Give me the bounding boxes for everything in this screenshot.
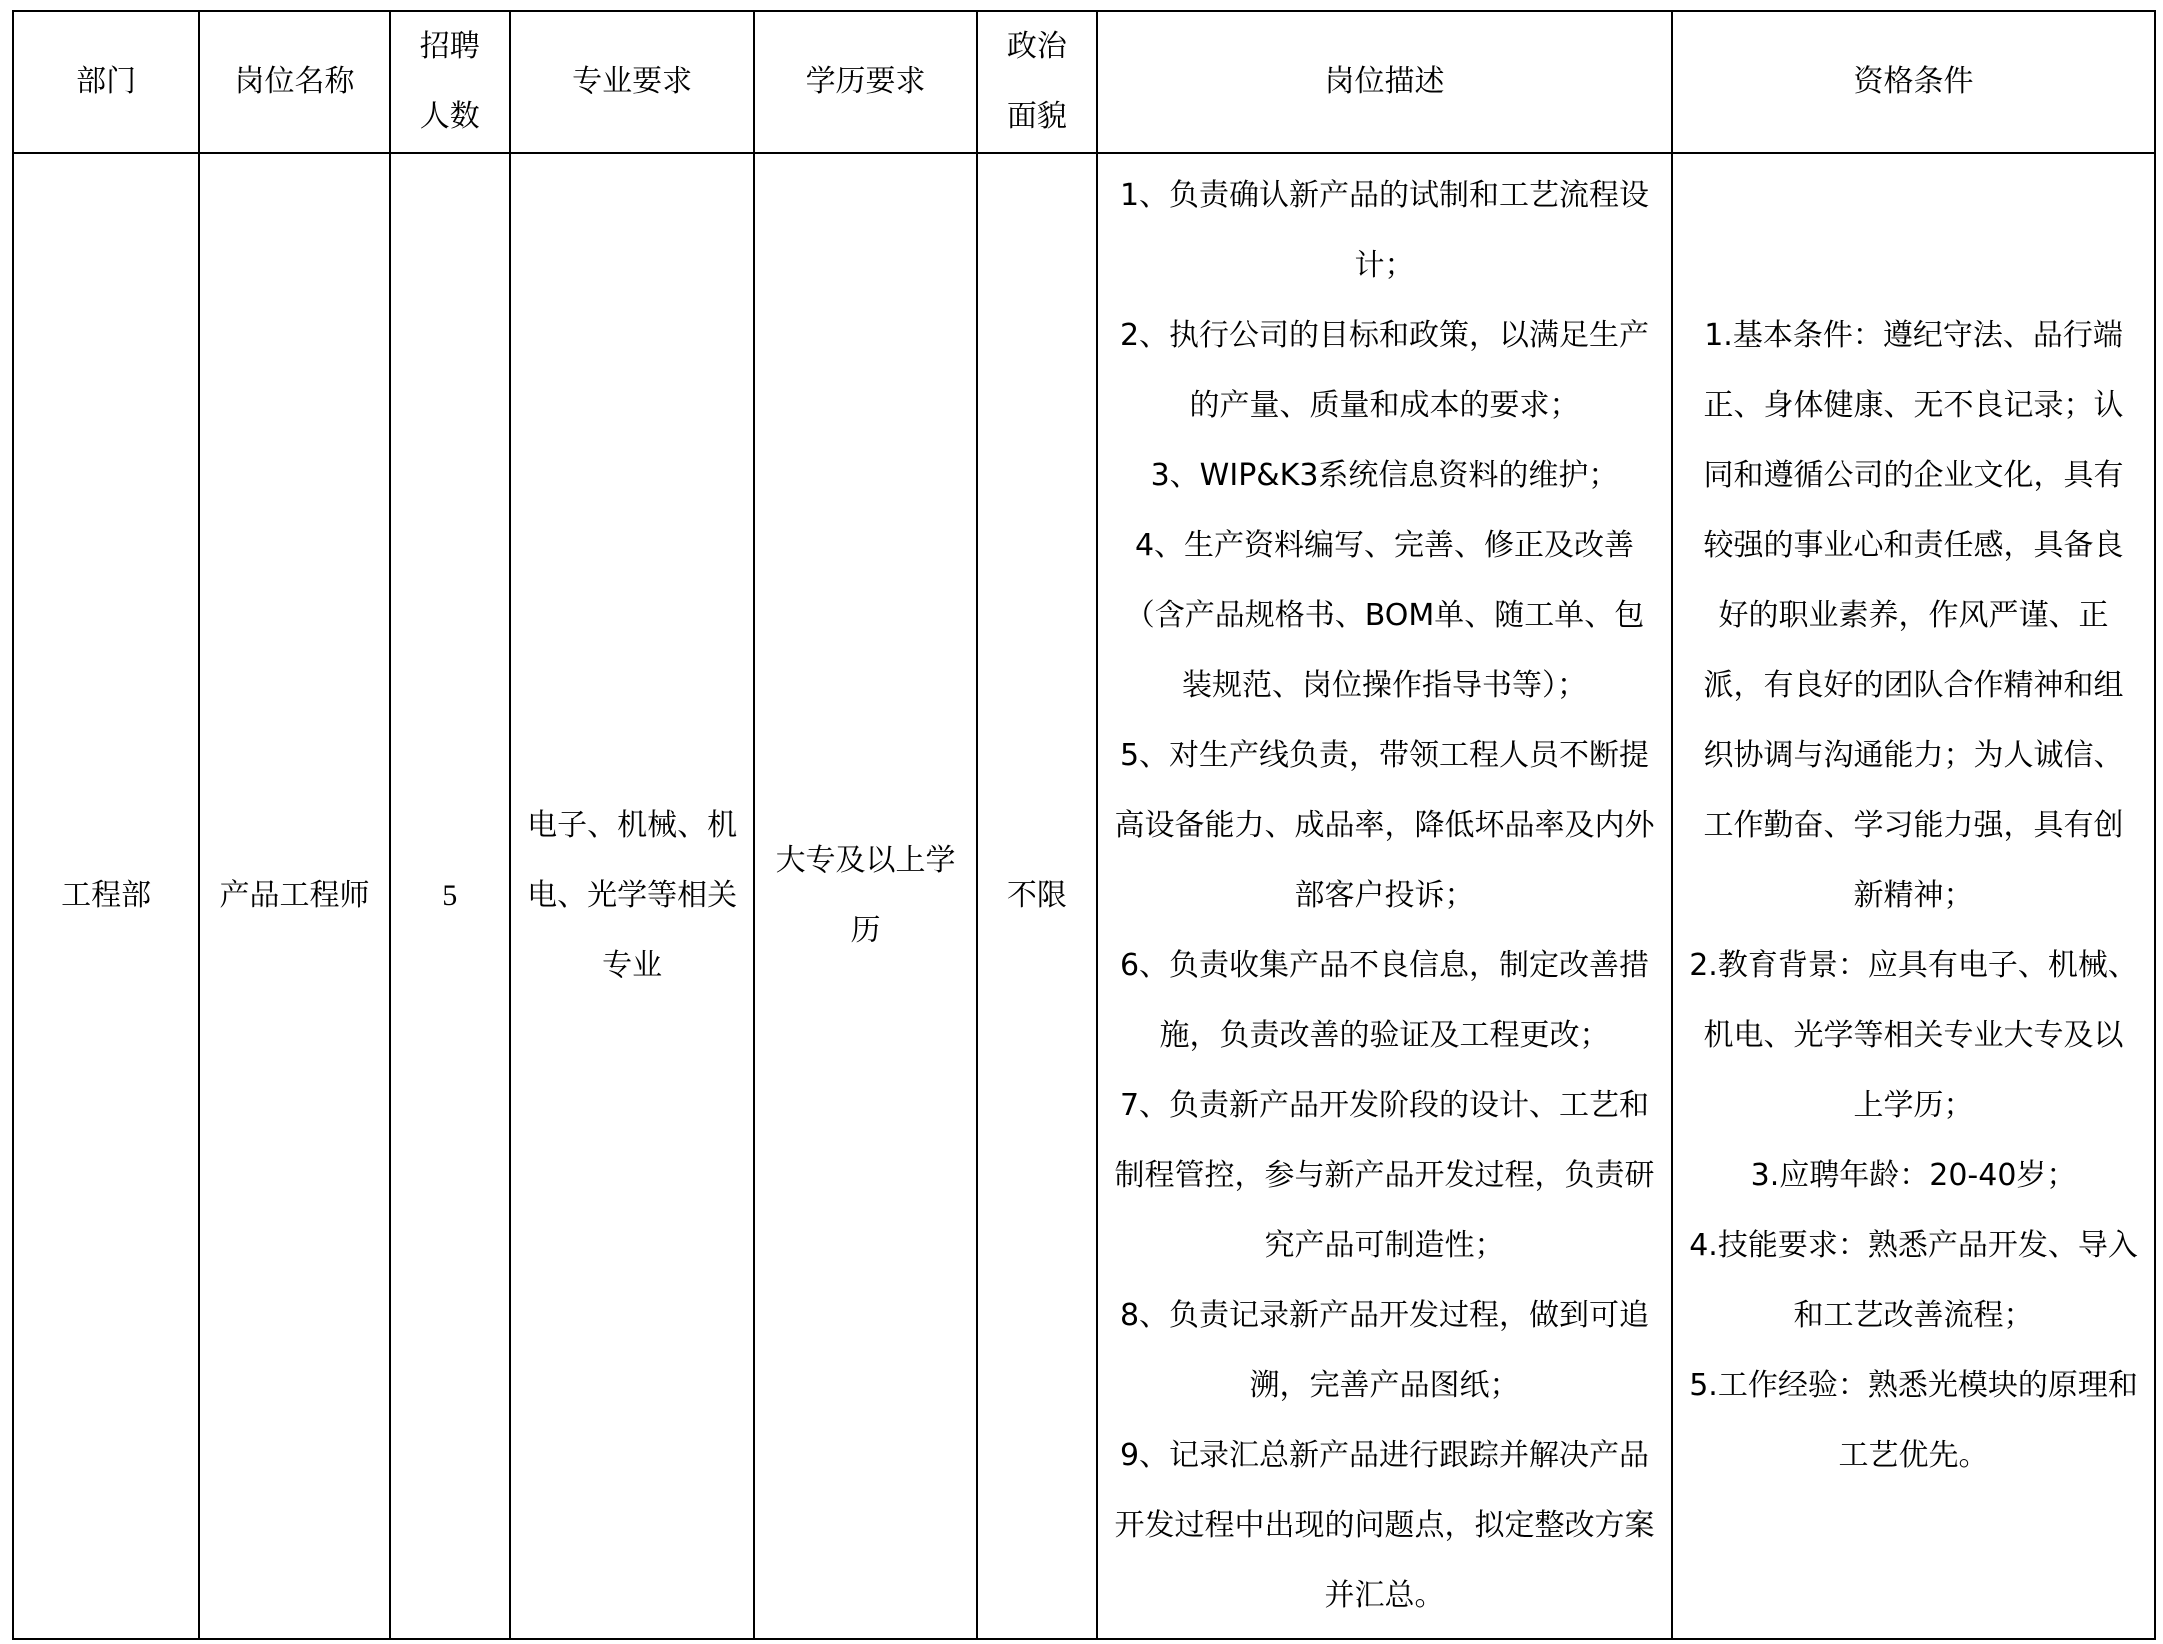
cell-description	[1097, 153, 1672, 1639]
cell-education: 大专及以上学历	[754, 153, 976, 1639]
header-qualification: 资格条件	[1672, 11, 2155, 153]
description-item: 2、执行公司的目标和政策，以满足生产的产量、质量和成本的要求；	[1119, 318, 1650, 423]
qualification-list	[1689, 301, 2138, 1491]
header-department: 部门	[13, 11, 199, 153]
description-item: 4、生产资料编写、完善、修正及改善（含产品规格书、BOM单、随工单、包装规范、岗位操作指导书等）；	[1124, 528, 1645, 703]
description-list	[1114, 161, 1655, 1631]
description-item: 9、记录汇总新产品进行跟踪并解决产品开发过程中出现的问题点，拟定整改方案并汇总。	[1114, 1438, 1655, 1613]
cell-department: 工程部	[13, 153, 199, 1639]
cell-headcount: 5	[390, 153, 510, 1639]
cell-major: 电子、机械、机电、光学等相关专业	[510, 153, 754, 1639]
header-position: 岗位名称	[199, 11, 389, 153]
header-political: 政治面貌	[977, 11, 1097, 153]
description-item: 8、负责记录新产品开发过程，做到可追溯，完善产品图纸；	[1119, 1298, 1650, 1403]
qualification-item: 1.基本条件：遵纪守法、品行端正、身体健康、无不良记录；认同和遵循公司的企业文化，具有较强的事业心和责任感，具备良好的职业素养，作风严谨、正派，有良好的团队合作精神和组织协调与沟通能力；为人诚信、工作勤奋、学习能力强，具有创新精神；	[1703, 318, 2124, 913]
qualification-item: 3.应聘年龄：20-40岁；	[1750, 1158, 2077, 1193]
description-item: 3、WIP&K3系统信息资料的维护；	[1150, 458, 1619, 493]
header-major: 专业要求	[510, 11, 754, 153]
header-row	[13, 11, 2155, 153]
table-row	[13, 153, 2155, 1639]
header-headcount: 招聘人数	[390, 11, 510, 153]
cell-political: 不限	[977, 153, 1097, 1639]
qualification-item: 4.技能要求：熟悉产品开发、导入和工艺改善流程；	[1689, 1228, 2138, 1333]
description-item: 6、负责收集产品不良信息，制定改善措施，负责改善的验证及工程更改；	[1119, 948, 1650, 1053]
cell-position: 产品工程师	[199, 153, 389, 1639]
header-education: 学历要求	[754, 11, 976, 153]
job-posting-table	[12, 10, 2156, 1640]
description-item: 1、负责确认新产品的试制和工艺流程设计；	[1119, 178, 1650, 283]
qualification-item: 2.教育背景：应具有电子、机械、机电、光学等相关专业大专及以上学历；	[1689, 948, 2138, 1123]
cell-qualification	[1672, 153, 2155, 1639]
description-item: 5、对生产线负责，带领工程人员不断提高设备能力、成品率，降低坏品率及内外部客户投诉；	[1114, 738, 1655, 913]
header-description: 岗位描述	[1097, 11, 1672, 153]
qualification-item: 5.工作经验：熟悉光模块的原理和工艺优先。	[1689, 1368, 2138, 1473]
description-item: 7、负责新产品开发阶段的设计、工艺和制程管控，参与新产品开发过程，负责研究产品可制造性；	[1114, 1088, 1655, 1263]
